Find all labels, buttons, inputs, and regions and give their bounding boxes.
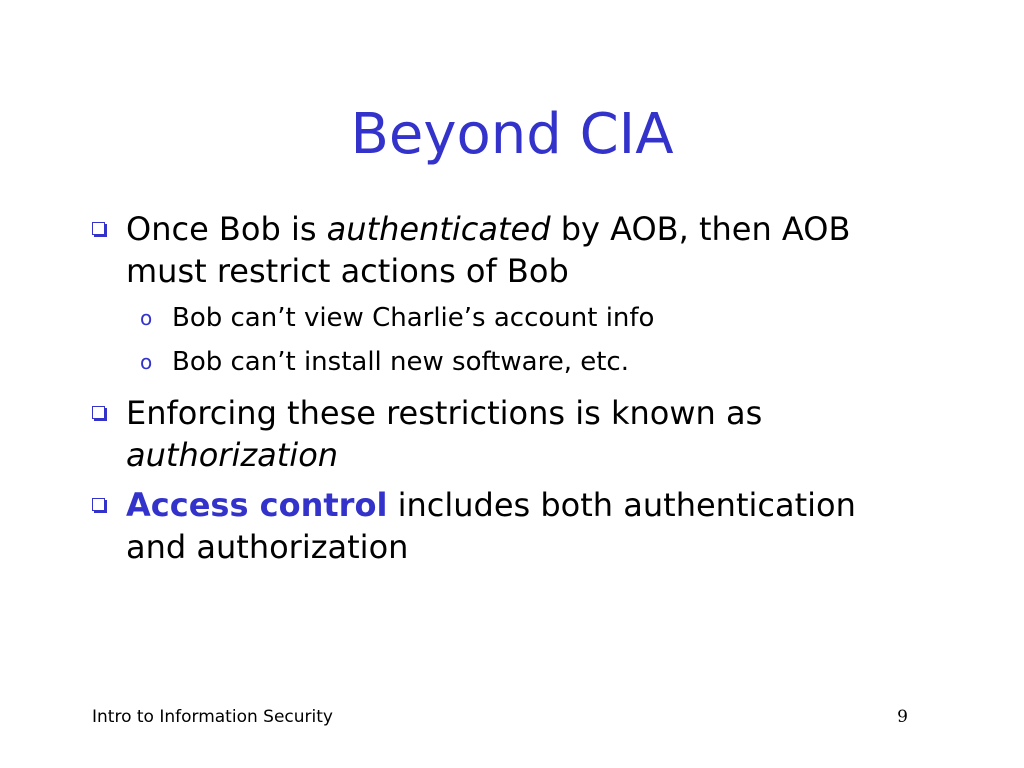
- hollow-square-bullet-icon: [92, 498, 105, 511]
- bullet-3-text-post: includes both authentication and authorization: [126, 486, 856, 566]
- bullet-item-3: [88, 484, 918, 568]
- bullet-item-2: [88, 392, 918, 476]
- bullet-item-1: [88, 208, 918, 384]
- bullet-1-text-pre: Once Bob is: [126, 210, 327, 248]
- hollow-square-bullet-icon: [92, 406, 105, 419]
- small-o-bullet-icon: o: [140, 350, 153, 374]
- footer-page-number: 9: [897, 707, 908, 727]
- bullet-1-emphasis: authenticated: [326, 210, 551, 248]
- bullet-1-text-post: by AOB, then AOB must restrict actions of Bob: [126, 210, 851, 290]
- bullet-3-highlight: Access control: [126, 486, 388, 524]
- sub-bullet-2-text: Bob can’t install new software, etc.: [172, 347, 629, 377]
- bullet-list: [88, 208, 918, 576]
- sub-bullet-1-text: Bob can’t view Charlie’s account info: [172, 303, 655, 333]
- slide-title: Beyond CIA: [350, 102, 674, 167]
- sub-bullet-item-1: [126, 296, 918, 340]
- bullet-2-emphasis: authorization: [126, 436, 339, 474]
- bullet-2-text-pre: Enforcing these restrictions is known as: [126, 394, 763, 432]
- hollow-square-bullet-icon: [92, 222, 105, 235]
- sub-bullet-list: [126, 296, 918, 384]
- small-o-bullet-icon: o: [140, 306, 153, 330]
- footer-course-title: Intro to Information Security: [92, 707, 333, 727]
- sub-bullet-item-2: [126, 340, 918, 384]
